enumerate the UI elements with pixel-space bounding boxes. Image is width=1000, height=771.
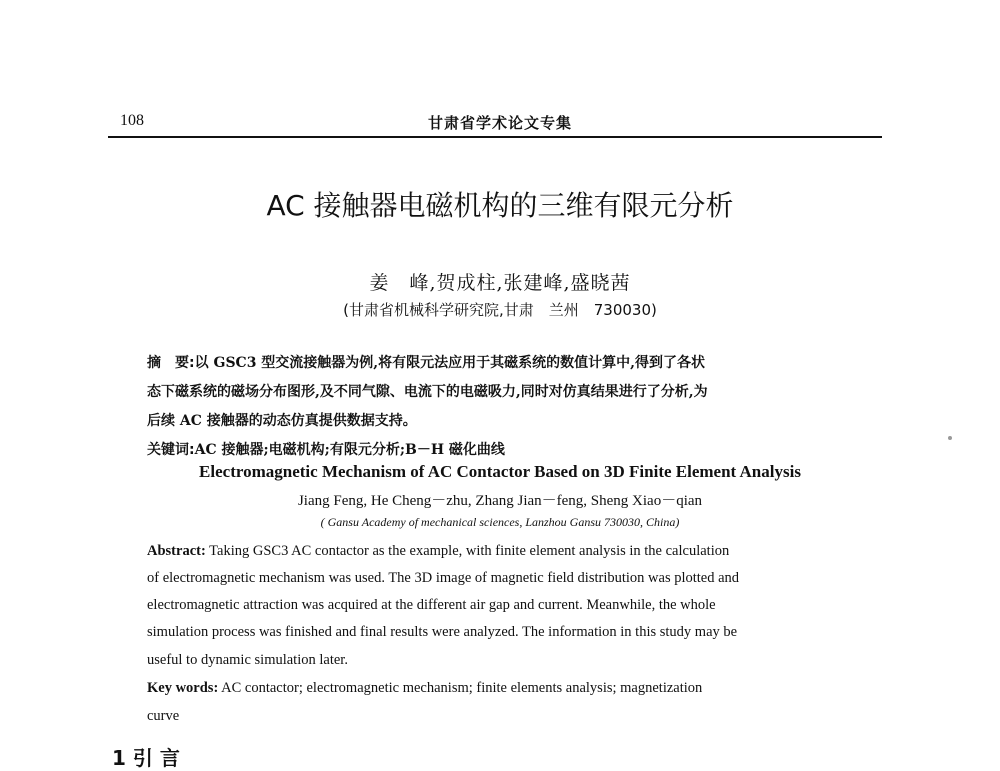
affiliation: (甘肃省机械科学研究院,甘肃 兰州 730030)	[343, 301, 657, 319]
keywords-zh	[147, 439, 505, 459]
english-keywords-label: Key words:	[147, 680, 219, 696]
english-abstract-line: electromagnetic attraction was acquired at the different air gap and current. Meanwhile, the whole	[147, 597, 716, 613]
section-heading: 1 引 言	[112, 746, 180, 770]
english-abstract-line: of electromagnetic mechanism was used. The 3D image of magnetic field distribution was plotted and	[147, 570, 740, 586]
scan-speck	[948, 436, 952, 440]
header-rule	[108, 136, 882, 138]
english-abstract-line: useful to dynamic simulation later.	[147, 652, 348, 668]
english-keywords-line	[147, 680, 852, 697]
english-keywords-line: curve	[147, 708, 180, 724]
english-keywords-text: AC contactor; electromagnetic mechanism; finite elements analysis; magnetization	[221, 680, 703, 696]
english-abstract-text: Taking GSC3 AC contactor as the example, with finite element analysis in the calculation	[209, 543, 730, 559]
page-number: 108	[120, 112, 144, 129]
abstract-zh-line	[147, 352, 705, 372]
running-title: 甘肃省学术论文专集	[427, 114, 572, 132]
abstract-zh-line: 后续 AC 接触器的动态仿真提供数据支持。	[147, 413, 417, 429]
abstract-zh-line: 态下磁系统的磁场分布图形,及不同气隙、电流下的电磁吸力,同时对仿真结果进行了分析,为	[147, 384, 708, 400]
english-abstract-line: simulation process was finished and final results were analyzed. The information in this study may be	[147, 624, 738, 640]
paper-title: AC 接触器电磁机构的三维有限元分析	[266, 189, 734, 222]
english-abstract-line	[147, 543, 852, 560]
authors: 姜 峰,贺成柱,张建峰,盛晓茜	[369, 272, 631, 294]
abstract-zh-text: 以 GSC3 型交流接触器为例,将有限元法应用于其磁系统的数值计算中,得到了各状	[194, 355, 706, 371]
keywords-zh-text: AC 接触器;电磁机构;有限元分析;B－H 磁化曲线	[194, 442, 505, 458]
english-affiliation: ( Gansu Academy of mechanical sciences, Lanzhou Gansu 730030, China)	[320, 515, 680, 529]
english-title: Electromagnetic Mechanism of AC Contactor Based on 3D Finite Element Analysis	[199, 462, 801, 481]
english-abstract-label: Abstract:	[147, 543, 206, 559]
english-authors: Jiang Feng, He Cheng－zhu, Zhang Jian－feng, Sheng Xiao－qian	[297, 493, 703, 509]
abstract-zh-label: 摘 要:	[147, 355, 195, 371]
keywords-zh-label: 关键词:	[147, 442, 195, 458]
